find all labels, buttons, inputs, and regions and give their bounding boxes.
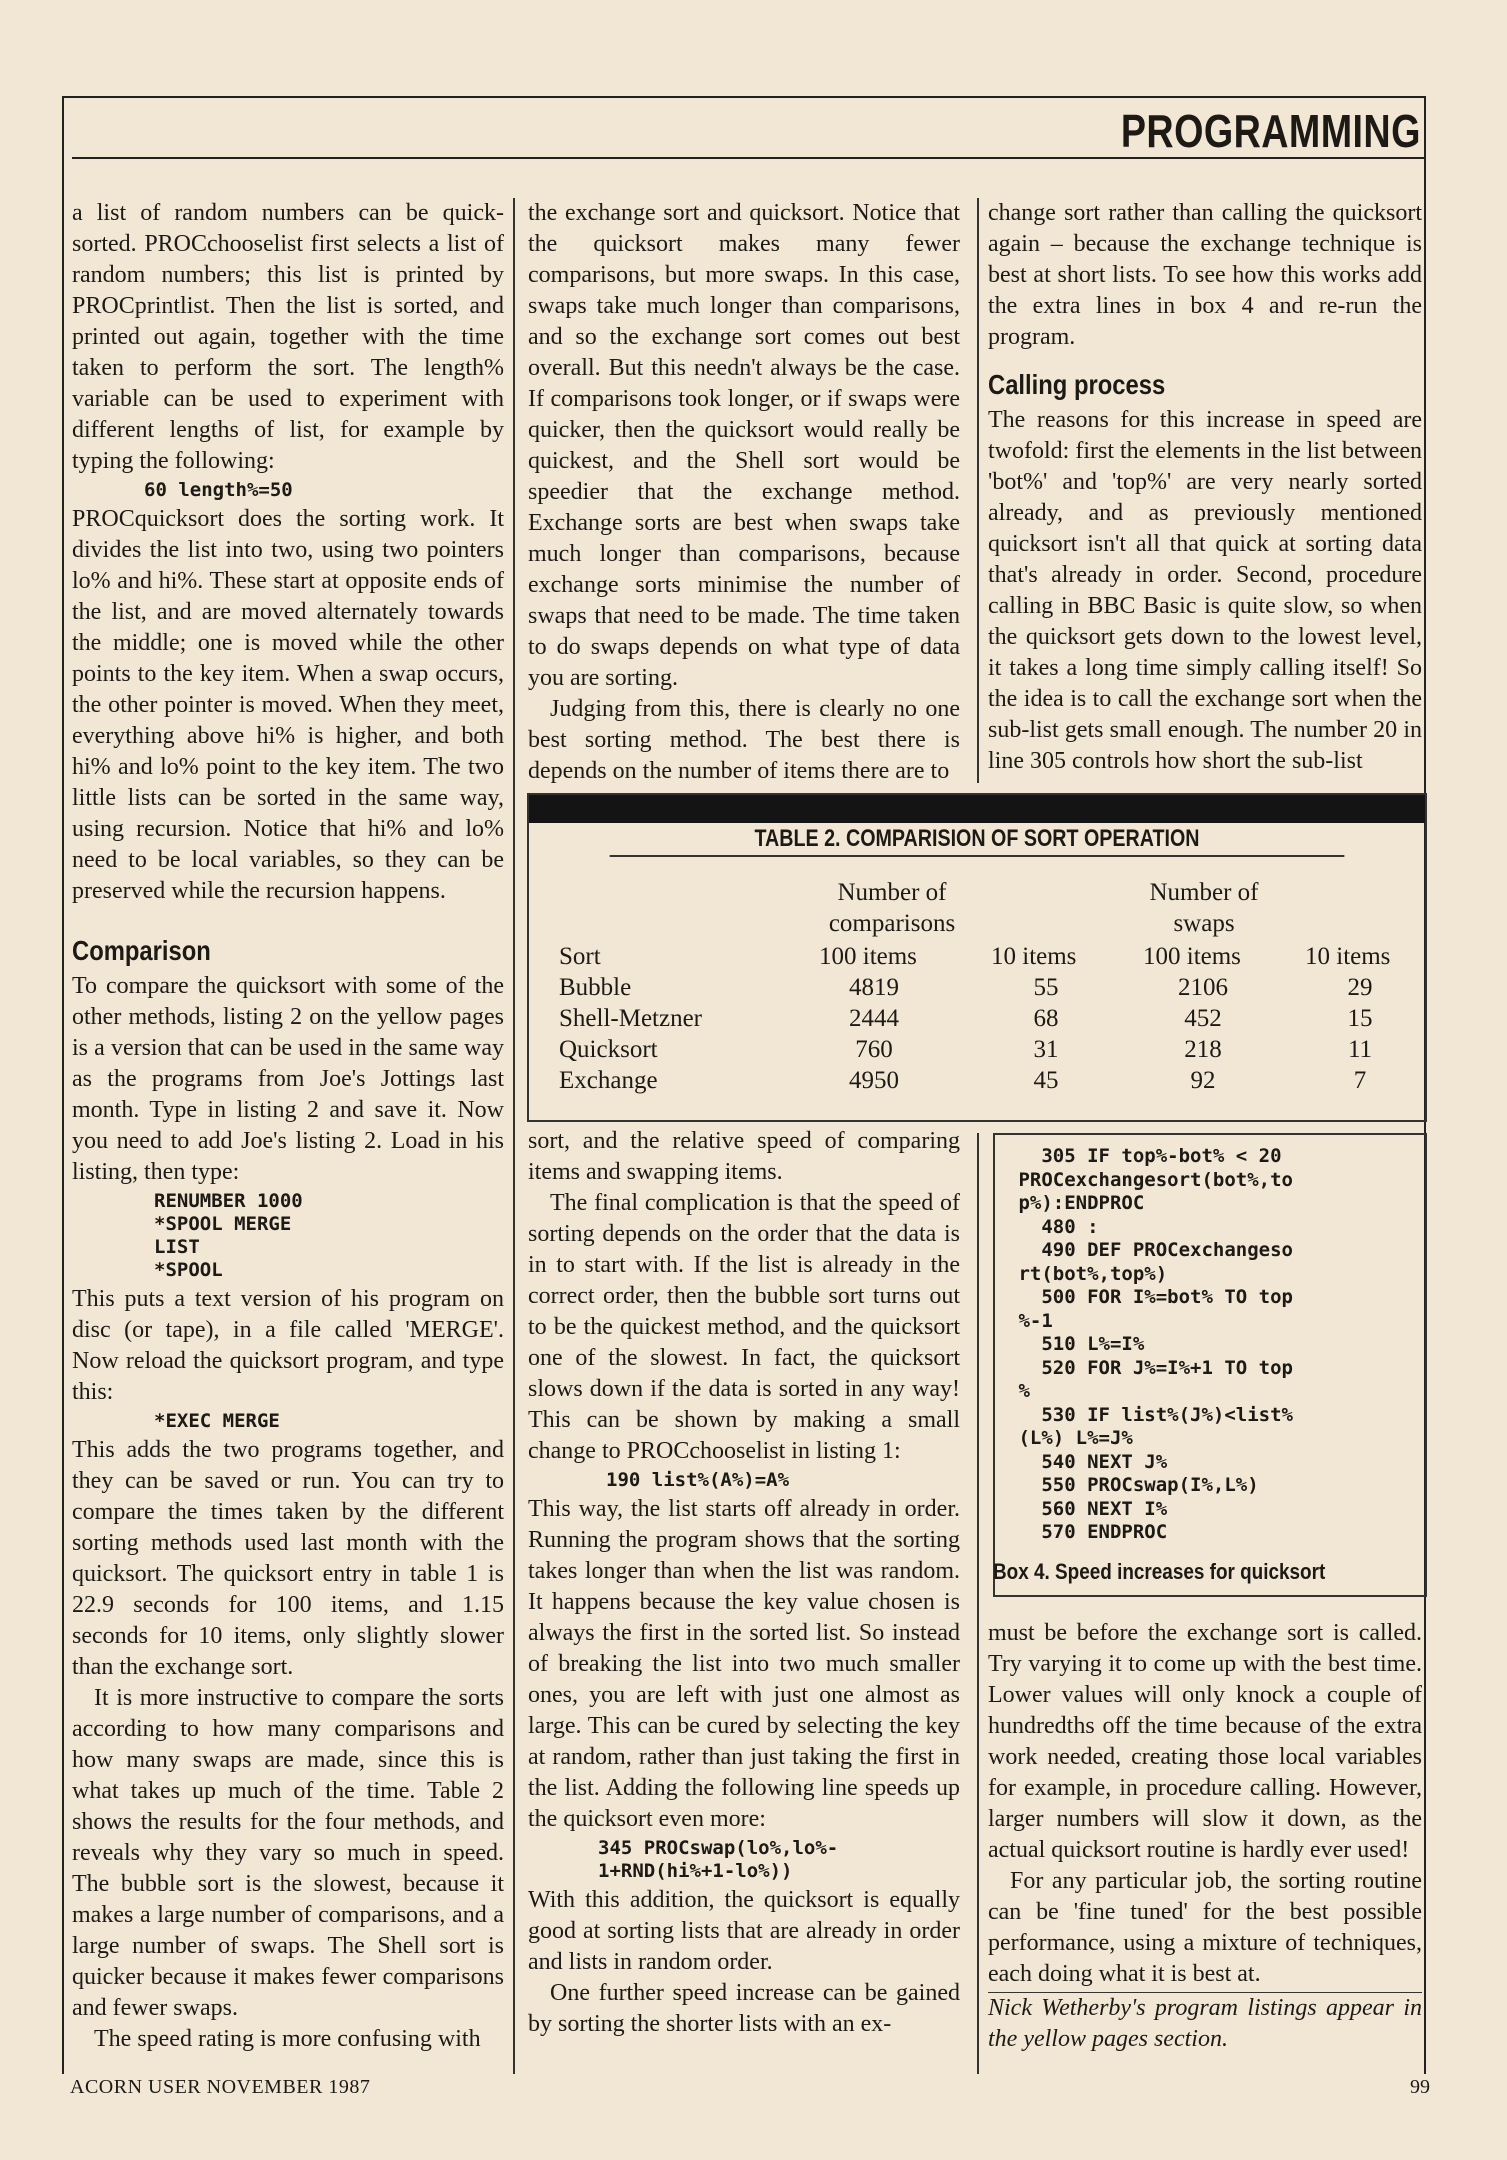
row-4-name: Exchange bbox=[559, 1067, 658, 1094]
row-1-s100: 2106 bbox=[1178, 974, 1228, 1001]
col3-paragraph-1: change sort rather than calling the quicksort again – because the exchange technique is best at short lists. To see how this works add the extra lines in box 4 and re-run the program. bbox=[988, 200, 1422, 350]
column-3-bottom bbox=[988, 1618, 1422, 2055]
row-1-c10: 55 bbox=[1033, 974, 1059, 1001]
row-1-s10: 29 bbox=[1347, 974, 1373, 1001]
row-4-c10: 45 bbox=[1033, 1067, 1059, 1094]
box-4 bbox=[993, 1133, 1427, 1597]
table-2-sub-100-swaps: 100 items bbox=[1143, 943, 1241, 970]
row-4-c100: 4950 bbox=[849, 1067, 899, 1094]
col2-paragraph-3: sort, and the relative speed of comparing items and swapping items. bbox=[528, 1128, 960, 1185]
row-2-name: Shell-Metzner bbox=[559, 1005, 703, 1032]
col1-paragraph-5: This adds the two programs together, and they can be saved or run. You can try to compare the times taken by the different sorting methods used last month with the quicksort. The quicksort entry in table 1 is 22.9 seconds for 100 items, and 1.15 seconds for 10 items, only slightly slower than the exchange sort. bbox=[72, 1437, 504, 1680]
col3-paragraph-3: must be before the exchange sort is called. Try varying it to come up with the best time. Lower values will only knock a couple of hundredths off the time because of the extra work needed, creating those local variables for example, in procedure calling. However, larger numbers will slow it down, as the actual quicksort routine is hardly ever used! bbox=[988, 1620, 1422, 1863]
col2-paragraph-5: This way, the list starts off already in order. Running the program shows that the sorting takes longer than when the list was random. It happens because the key value chosen is always the first in the sorted list. So instead of breaking the list into two much smaller ones, you are left with just one almost as large. This can be cured by selecting the key at random, rather than just taking the first in the list. Adding the following line speeds up the quicksort even more: bbox=[528, 1496, 960, 1832]
frame-left-rule bbox=[62, 96, 64, 2074]
col1-paragraph-7: The speed rating is more confusing with bbox=[94, 2026, 481, 2052]
row-3-c100: 760 bbox=[855, 1036, 893, 1063]
row-4-s100: 92 bbox=[1190, 1067, 1216, 1094]
table-2-sub-10-comparisons: 10 items bbox=[991, 943, 1077, 970]
row-1-c100: 4819 bbox=[849, 974, 899, 1001]
row-2-s100: 452 bbox=[1184, 1005, 1222, 1032]
col2-paragraph-6: With this addition, the quicksort is equally good at sorting lists that are already in order and lists in random order. bbox=[528, 1887, 960, 1975]
group-swaps-line2: swaps bbox=[1173, 910, 1235, 937]
table-2 bbox=[527, 793, 1427, 1122]
frame-top-rule bbox=[62, 96, 1426, 98]
row-3-s100: 218 bbox=[1184, 1036, 1222, 1063]
table-2-sub-100-comparisons: 100 items bbox=[819, 943, 917, 970]
row-3-name: Quicksort bbox=[559, 1036, 658, 1063]
row-2-c10: 68 bbox=[1033, 1005, 1059, 1032]
column-divider-1 bbox=[513, 198, 515, 2074]
column-divider-2b bbox=[977, 1133, 979, 2074]
col1-code-2: RENUMBER 1000 *SPOOL MERGE LIST *SPOOL bbox=[154, 1190, 303, 1281]
column-2-top bbox=[528, 198, 960, 787]
box-4-caption: Box 4. Speed increases for quicksort bbox=[993, 1559, 1326, 1584]
col1-code-3: *EXEC MERGE bbox=[154, 1410, 280, 1432]
column-3-top bbox=[988, 198, 1422, 777]
column-divider-2a bbox=[977, 198, 979, 783]
col3-paragraph-4: For any particular job, the sorting routine can be 'fine tuned' for the best possible performance, using a mixture of techniques, each doing what it is best at. bbox=[988, 1868, 1422, 1987]
heading-calling-process: Calling process bbox=[988, 369, 1166, 400]
col1-paragraph-1: a list of random numbers can be quick-sorted. PROCchooselist first selects a list of random numbers; this list is printed by PROCprintlist. Then the list is sorted, and printed out again, together with the time taken to perform the sort. The length% variable can be used to experiment with different lengths of list, for example by typing the following: bbox=[72, 200, 504, 474]
col2-paragraph-4: The final complication is that the speed of sorting depends on the order that the data is in to start with. If the list is already in the correct order, then the bubble sort turns out to be the quickest method, and the quicksort one of the slowest. In fact, the quicksort slows down if the data is sorted in any way! This can be shown by making a small change to PROCchooselist in listing 1: bbox=[528, 1190, 960, 1464]
col1-paragraph-3: To compare the quicksort with some of the other methods, listing 2 on the yellow pages is a version that can be used in the same way as the programs from Joe's Jottings last month. Type in listing 2 and save it. Now you need to add Joe's listing 2. Load in his listing, then type: bbox=[72, 973, 504, 1185]
table-2-group-comparisons bbox=[797, 877, 987, 939]
box-4-code: 305 IF top%-bot% < 20 PROCexchangesort(bot%,to p%):ENDPROC 480 : 490 DEF PROCexchangeso rt(bot%,top%) 500 FOR I%=bot% TO top %-1 510 L%=I% 520 FOR J%=I%+1 TO top % 530 IF list%(J%)<list% (L%) L%=J% 540 NEXT J% 550 PROCswap(I%,L%) 560 NEXT I% 570 ENDPROC bbox=[1018, 1145, 1293, 1543]
header-rule bbox=[72, 157, 1424, 159]
table-2-sub-10-swaps: 10 items bbox=[1305, 943, 1391, 970]
table-2-header-bar bbox=[529, 795, 1425, 823]
group-comparisons-line1: Number of bbox=[837, 879, 947, 906]
col1-code-1: 60 length%=50 bbox=[144, 479, 293, 501]
col2-paragraph-2: Judging from this, there is clearly no one best sorting method. The best there is depends on the number of items there are to bbox=[528, 696, 960, 784]
col3-paragraph-2: The reasons for this increase in speed are twofold: first the elements in the list between 'bot%' and 'top%' are very nearly sorted already, and as previously mentioned quicksort isn't all that quick at sorting data that's already in order. Second, procedure calling in BBC Basic is quite slow, so when the quicksort gets down to the lowest level, it takes a long time simply calling itself! So the idea is to call the exchange sort when the sub-list gets small enough. The number 20 in line 305 controls how short the sub-list bbox=[988, 407, 1422, 774]
section-title: PROGRAMMING bbox=[1121, 105, 1421, 157]
row-3-s10: 11 bbox=[1347, 1036, 1373, 1063]
group-swaps-line1: Number of bbox=[1149, 879, 1259, 906]
author-credit: Nick Wetherby's program listings appear in the yellow pages section. bbox=[988, 1995, 1422, 2052]
group-comparisons-line2: comparisons bbox=[828, 910, 956, 937]
col2-paragraph-1: the exchange sort and quicksort. Notice that the quicksort makes many fewer comparisons, but more swaps. In this case, swaps take much longer than comparisons, and so the exchange sort comes out best overall. But this needn't always be the case. If comparisons took longer, or if swaps were quicker, then the quicksort would really be quickest, and the Shell sort would be speedier that the exchange method. Exchange sorts are best when swaps take much longer than comparisons, because exchange sorts minimise the number of swaps that need to be made. The time taken to do swaps depends on what type of data you are sorting. bbox=[528, 200, 960, 691]
col1-paragraph-6: It is more instructive to compare the sorts according to how many comparisons and how many swaps are made, since this is what takes up much of the time. Table 2 shows the results for the four methods, and reveals why they vary so much in speed. The bubble sort is the slowest, because it makes a large number of comparisons, and a large number of swaps. The Shell sort is quicker because it makes fewer comparisons and fewer swaps. bbox=[72, 1685, 504, 2021]
row-3-c10: 31 bbox=[1033, 1036, 1059, 1063]
col1-paragraph-4: This puts a text version of his program on disc (or tape), in a file called 'MERGE'. Now reload the quicksort program, and type this: bbox=[72, 1286, 504, 1405]
row-1-name: Bubble bbox=[559, 974, 632, 1001]
table-2-sort-header: Sort bbox=[559, 943, 601, 970]
column-2-bottom bbox=[528, 1126, 960, 2040]
footer-page-number: 99 bbox=[1410, 2076, 1430, 2098]
col1-paragraph-2: PROCquicksort does the sorting work. It divides the list into two, using two pointers lo% and hi%. These start at opposite ends of the list, and are moved alternately towards the middle; one is moved while the other points to the key item. When a swap occurs, the other pointer is moved. When they meet, everything above hi% is higher, and both hi% and lo% point to the key item. The two little lists can be sorted in the same way, using recursion. Notice that hi% and lo% need to be local variables, so they can be preserved while the recursion happens. bbox=[72, 506, 504, 904]
row-2-c100: 2444 bbox=[849, 1005, 899, 1032]
table-2-title: TABLE 2. COMPARISION OF SORT OPERATION bbox=[610, 823, 1345, 857]
col2-paragraph-7: One further speed increase can be gained by sorting the shorter lists with an ex- bbox=[528, 1980, 960, 2037]
footer-magazine: ACORN USER NOVEMBER 1987 bbox=[70, 2076, 371, 2098]
table-2-group-swaps bbox=[1109, 877, 1299, 939]
row-2-s10: 15 bbox=[1347, 1005, 1373, 1032]
heading-comparison: Comparison bbox=[72, 935, 211, 966]
row-4-s10: 7 bbox=[1353, 1067, 1367, 1094]
col2-code-2: 345 PROCswap(lo%,lo%- 1+RND(hi%+1-lo%)) bbox=[598, 1837, 839, 1882]
column-1 bbox=[72, 198, 504, 2055]
col2-code-1: 190 list%(A%)=A% bbox=[606, 1469, 790, 1491]
